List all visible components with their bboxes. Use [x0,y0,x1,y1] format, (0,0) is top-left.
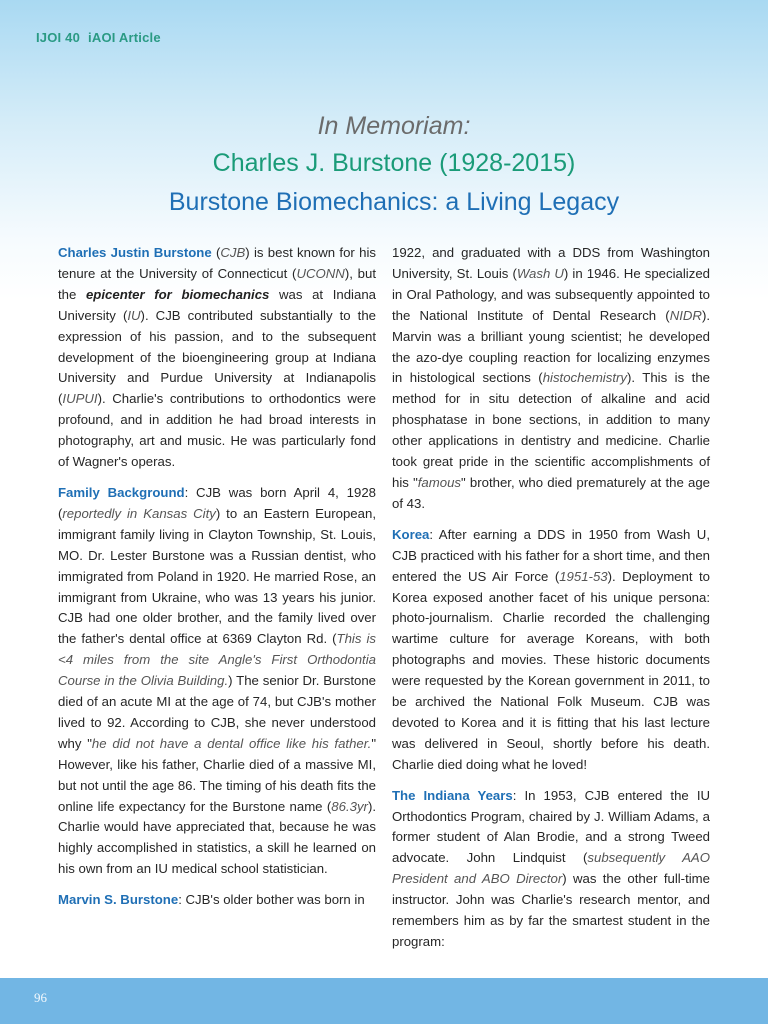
text: ( [211,245,221,260]
text: : In 1953, CJB entered the IU Orthodontics Program, chaired by J. William Adams, a former student of Alan Brodie, and a strong Tweed advocate. John Lindquist ( [392,787,711,866]
text: ), but the [58,265,377,302]
text: ) in 1946. He specialized in Oral Pathology, and was subsequently appointed to the National Institute of Dental Research ( [392,265,710,323]
abbr-uconn: UCONN [296,265,345,281]
page-footer [0,978,768,1024]
text: " brother, who died prematurely at the age of 43. [392,474,711,511]
text: ). Marvin was a brilliant young scientist; he developed the azo-dye coupling reaction for localizing enzymes in histological sections ( [392,307,710,386]
paragraph-intro [58,243,376,473]
emphasis: epicenter for biomechanics [85,286,270,302]
italic-note: NIDR [669,307,702,323]
italic-note: 1951-53 [559,568,608,584]
abbr-cjb: CJB [220,245,246,260]
paragraph-indiana-years [392,786,710,953]
text: ). Deployment to Korea exposed another facet of his unique persona: photo-journalism. Charlie recorded the challenging wartime culture for average Koreans, with both photographs and movies. These historic documents were requested by the Korean government in 2011, to be archived the National Folk Museum. CJB was devoted to Korea and it is fitting that his last lecture was delivered in Seoul, shortly before his death. Charlie died doing what he loved! [392,568,710,772]
italic-note: reportedly in Kansas City [62,505,216,521]
abbr-iupui: IUPUI [62,391,98,407]
text: : CJB's older bother was born in [178,892,365,908]
left-column [58,243,376,921]
page-number: 96 [34,990,47,1005]
text: ). This is the method for in situ detection of alkaline and acid phosphatase in bone sections, in addition to many other applications in dentistry and medicine. Charlie took great pride in the scientific accomplishments of his " [392,370,710,490]
italic-note: Wash U [516,265,564,281]
italic-note: histochemistry [542,370,627,386]
italic-note: 86.3yr [331,798,368,814]
text: : After earning a DDS in 1950 from Wash U, CJB practiced with his father for a short time, and then entered the US Air Force ( [392,526,710,584]
text: ). Charlie would have appreciated that, because he was highly accomplished in statistics, a skill he learned on his own from an IU medical school statistician. [58,798,376,877]
text: ). CJB contributed substantially to the expression of his passion, and to the subsequent development of the bioengineering group at Indiana University and Purdue University at Indianapolis ( [58,307,377,407]
section-label: iAOI Article [88,30,161,45]
italic-quote: he did not have a dental office like his father. [91,735,372,751]
paragraph-family-background [58,483,376,880]
section-heading-marvin: Marvin S. Burstone [58,892,179,908]
text: ) The senior Dr. Burstone died of an acute MI at the age of 74, but CJB's mother lived to 92. According to CJB, she never understood why " [58,673,376,751]
paragraph-marvin-continued [392,243,710,515]
section-heading-family: Family Background [58,484,185,500]
text: ) to an Eastern European, immigrant family living in Clayton Township, St. Louis, MO. Dr. Lester Burstone was a Russian dentist, who immigrated from Poland in 1920. He married Rose, an immigrant from Ukraine, who was 13 years his junior. CJB had one older brother, and the family lived over the father's dental office at 6369 Clayton Rd. ( [58,505,376,647]
title-line-1: In Memoriam: [317,112,471,140]
title-line-2: Charles J. Burstone (1928-2015) [212,149,576,177]
text: ) was the other full-time instructor. John was Charlie's research mentor, and remembers him as by far the smartest student in the program: [392,871,710,949]
text: " However, like his father, Charlie died of a massive MI, but not until the age 86. The timing of his death fits the online life expectancy for the Burstone name ( [58,735,377,814]
paragraph-korea [392,525,710,776]
section-heading-korea: Korea [392,526,430,542]
section-heading-indiana: The Indiana Years [392,787,513,803]
text: 1922, and graduated with a DDS from Washington University, St. Louis ( [392,245,710,281]
italic-note: This is <4 miles from the site Angle's First Orthodontia Course in the Olivia Building. [58,631,376,689]
title-line-3: Burstone Biomechanics: a Living Legacy [168,188,620,216]
running-head [36,30,161,45]
journal-label: IJOI 40 [36,30,81,45]
italic-note: subsequently AAO President and ABO Director [392,850,710,887]
article-title [0,108,768,222]
italic-note: famous [417,474,462,490]
name-heading: Charles Justin Burstone [58,245,212,260]
abbr-iu: IU [127,307,141,323]
text: was at Indiana University ( [58,286,376,323]
right-column [392,243,710,963]
paragraph-marvin [58,890,376,911]
text: ) is best known for his tenure at the University of Connecticut ( [58,245,376,281]
text: : CJB was born April 4, 1928 ( [58,484,376,521]
text: ). Charlie's contributions to orthodontics were profound, and in addition he had broad interests in photography, art and music. He was particularly fond of Wagner's operas. [58,391,376,470]
